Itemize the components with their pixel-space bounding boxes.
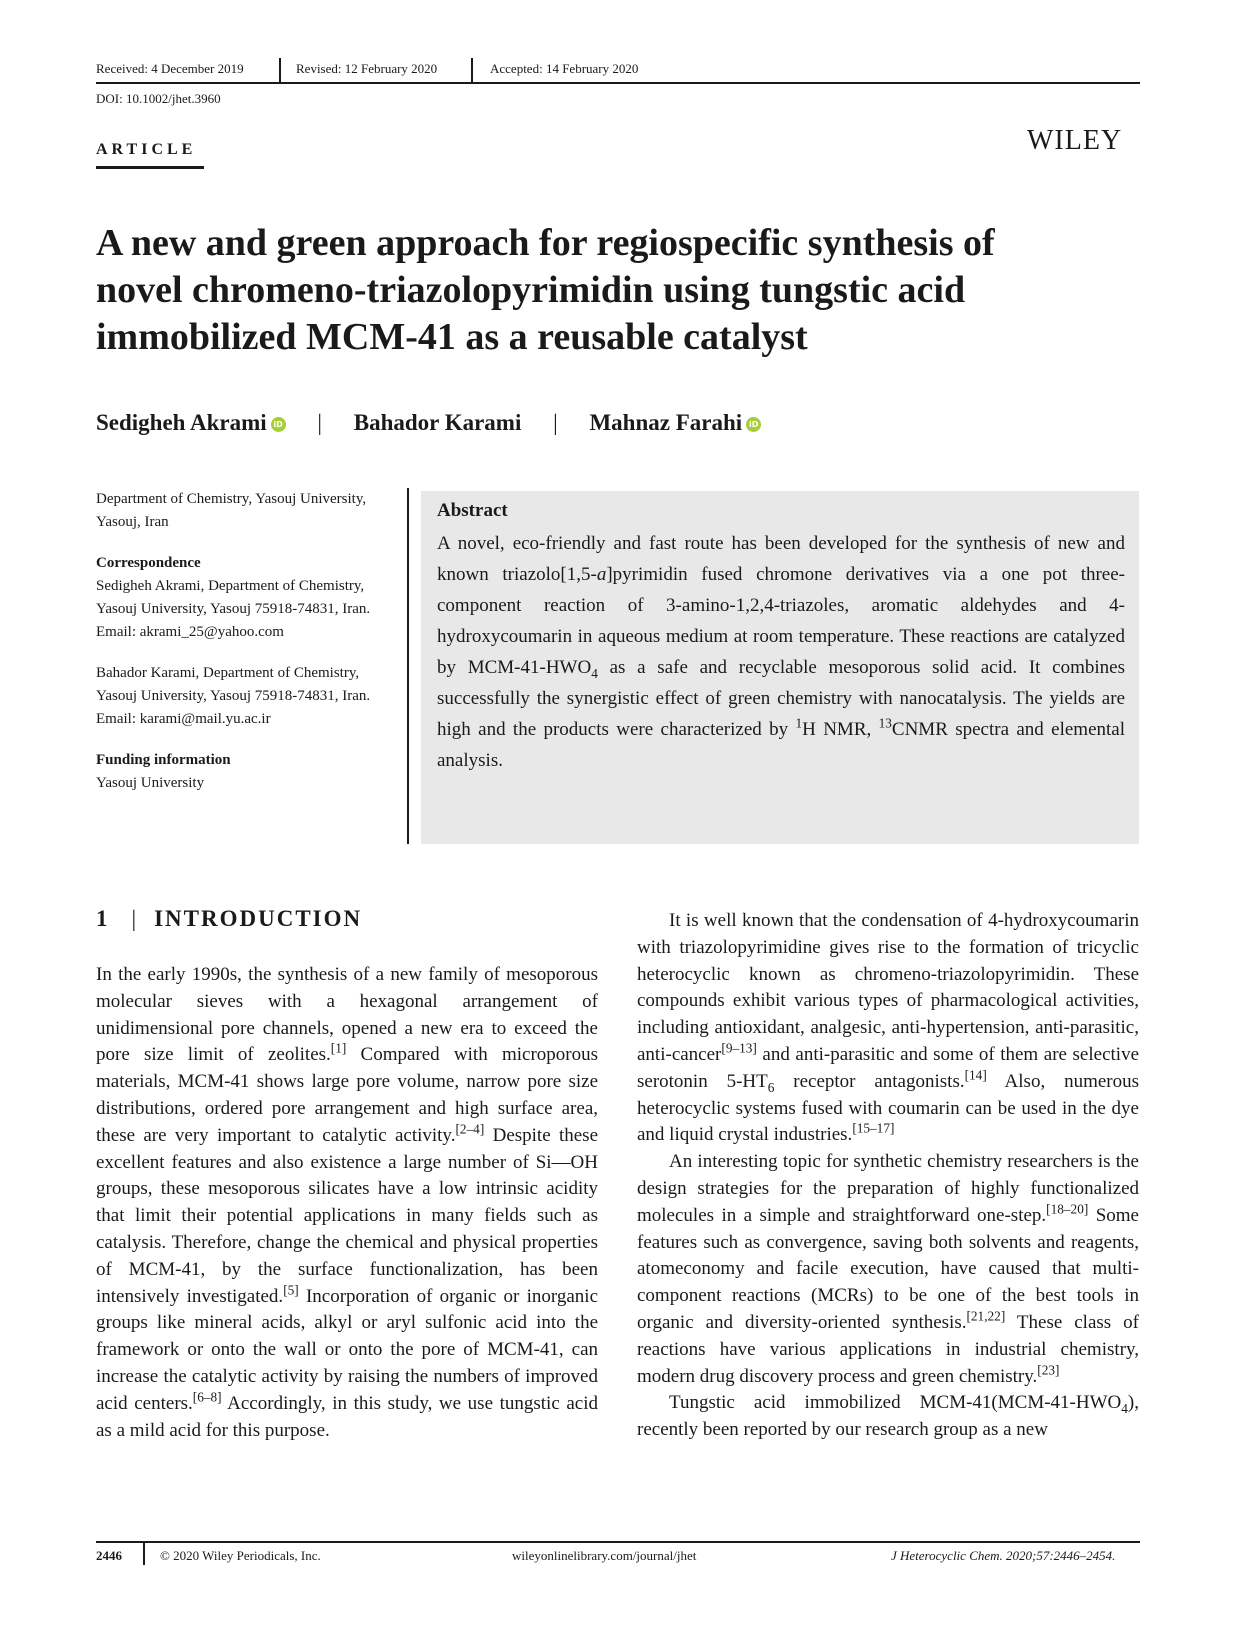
citation-ref[interactable]: [15–17]	[852, 1121, 895, 1137]
header-separator	[279, 58, 281, 82]
orcid-icon[interactable]: iD	[746, 417, 761, 432]
correspondence-email[interactable]: Email: karami@mail.yu.ac.ir	[96, 711, 271, 727]
revised-date: Revised: 12 February 2020	[296, 61, 438, 76]
title-line: immobilized MCM-41 as a reusable catalyst	[96, 316, 808, 358]
correspondence-address: Sedigheh Akrami, Department of Chemistry, Yasouj University, Yasouj 75918-74831, Iran.	[96, 578, 371, 617]
abstract-text: A novel, eco-friendly and fast route has been developed for the synthesis of new and known triazolo[1,5-a]pyrimidin fused chromone derivatives via a one pot three-component reaction of 3-amino-1,2,4-triazoles, aromatic aldehydes and 4-hydroxycoumarin in aqueous medium at room temperature. These reactions are catalyzed by MCM-$41-HWO_4$ as a safe and recyclable mesoporous solid acid. It combines successfully the synergistic effect of green chemistry with nanocatalysis. The yields are high and the products were characterized by $^1$H NMR, $^{13}$CNMR spectra and elemental analysis.	[437, 533, 1126, 771]
footer-separator	[143, 1541, 145, 1565]
body-paragraph: It is well known that the condensation of 4-hydroxycoumarin with triazolopyrimidine gives rise to the formation of tricyclic heterocyclic known as chromeno-triazolopyrimidin. These compounds exhibit various types of pharmacological activities, including antioxidant, analgesic, anti-hypertension, anti-parasitic, anti-cancer[9–13] and anti-parasitic and some of them are selective serotonin $5-HT_6$ receptor antagonists.[14] Also, numerous heterocyclic systems fused with coumarin can be used in the dye and liquid crystal industries.[15–17]	[637, 910, 1139, 1146]
article-label-underline	[96, 166, 204, 169]
body-paragraph: An interesting topic for synthetic chemistry researchers is the design strategies for the preparation of highly functionalized molecules in a simple and straightforward one-step.[18–20] Some features such as convergence, saving both solvents and reagents, atomeconomy and facile execution, have caused that multi-component reactions (MCRs) to be one of the best tools in organic and diversity-oriented synthesis.[21,22] These class of reactions have various applications in industrial chemistry, modern drug discovery process and green chemistry.[23]	[637, 1151, 1139, 1387]
journal-url[interactable]: wileyonlinelibrary.com/journal/jhet	[512, 1548, 697, 1563]
section-heading	[96, 906, 362, 932]
received-date: Received: 4 December 2019	[96, 61, 244, 76]
accepted-date: Accepted: 14 February 2020	[490, 61, 639, 76]
header-rule	[96, 82, 1140, 84]
body-paragraph: In the early 1990s, the synthesis of a new family of mesoporous molecular sieves with a hexagonal arrangement of unidimensional pore channels, opened a new era to exceed the pore size limit of zeolites.[1] Compared with microporous materials, MCM-41 shows large pore volume, narrow pore size distributions, ordered pore arrangement and high surface area, these are very important to catalytic activity.[2–4] Despite these excellent features and also existence a large number of Si—OH groups, these mesoporous silicates have a low intrinsic acidity that limit their potential applications in many fields such as catalysis. Therefore, change the chemical and physical properties of MCM-41, by the surface functionalization, has been intensively investigated.[5] Incorporation of organic or inorganic groups like mineral acids, alkyl or aryl sulfonic acid into the framework or onto the wall or onto the pore of MCM-41, can increase the catalytic activity by raising the numbers of improved acid centers.[6–8] Accordingly, in this study, we use tungstic acid as a mild acid for this purpose.	[96, 964, 598, 1441]
funding-text: Yasouj University	[96, 775, 205, 791]
title-line: A new and green approach for regiospecific synthesis of	[96, 222, 995, 264]
doi: DOI: 10.1002/jhet.3960	[96, 91, 221, 106]
body-column-left	[96, 962, 598, 1444]
correspondence-label: Correspondence	[96, 555, 201, 571]
body-column-right	[637, 908, 1139, 1444]
citation-ref[interactable]: [5]	[283, 1282, 299, 1298]
citation-ref[interactable]: [1]	[330, 1041, 347, 1057]
article-title	[96, 220, 1136, 361]
citation-ref[interactable]: [2–4]	[455, 1121, 485, 1137]
author-name[interactable]: Mahnaz Farahi	[589, 410, 743, 435]
wiley-logo: WILEY	[1027, 125, 1123, 156]
author-list	[96, 410, 761, 436]
header-separator	[471, 58, 473, 82]
citation-ref[interactable]: [9–13]	[721, 1040, 757, 1056]
journal-citation: J Heterocyclic Chem. 2020;57:2446–2454.	[891, 1548, 1116, 1563]
section-number: 1	[96, 906, 110, 931]
correspondence-email[interactable]: Email: akrami_25@yahoo.com	[96, 624, 284, 640]
affiliation: Department of Chemistry, Yasouj University, Yasouj, Iran	[96, 491, 367, 530]
page-number: 2446	[96, 1548, 122, 1563]
article-type-label: ARTICLE	[96, 141, 197, 158]
author-info-column	[96, 488, 396, 795]
correspondence-address: Bahador Karami, Department of Chemistry, Yasouj University, Yasouj 75918-74831, Iran.	[96, 665, 371, 704]
orcid-icon[interactable]: iD	[271, 417, 286, 432]
body-paragraph: Tungstic acid immobilized MCM-$41(MCM-41-HWO_4)$, recently been reported by our research group as a new	[637, 1392, 1139, 1441]
funding-label: Funding information	[96, 752, 231, 768]
author-name[interactable]: Bahador Karami	[353, 410, 522, 435]
title-line: novel chromeno-triazolopyrimidin using tungstic acid	[96, 269, 966, 311]
citation-ref[interactable]: [14]	[964, 1067, 987, 1083]
author-separator: |	[553, 410, 558, 435]
copyright: © 2020 Wiley Periodicals, Inc.	[160, 1548, 321, 1563]
section-title: INTRODUCTION	[154, 906, 363, 931]
author-name[interactable]: Sedigheh Akrami	[96, 410, 267, 435]
section-separator: |	[131, 906, 137, 931]
citation-ref[interactable]: [23]	[1037, 1362, 1060, 1378]
column-divider	[407, 488, 409, 844]
author-separator: |	[317, 410, 322, 435]
citation-ref[interactable]: [21,22]	[966, 1308, 1006, 1324]
citation-ref[interactable]: [6–8]	[192, 1389, 222, 1405]
citation-ref[interactable]: [18–20]	[1046, 1201, 1089, 1217]
footer-rule	[96, 1541, 1140, 1543]
abstract-heading: Abstract	[437, 500, 508, 521]
